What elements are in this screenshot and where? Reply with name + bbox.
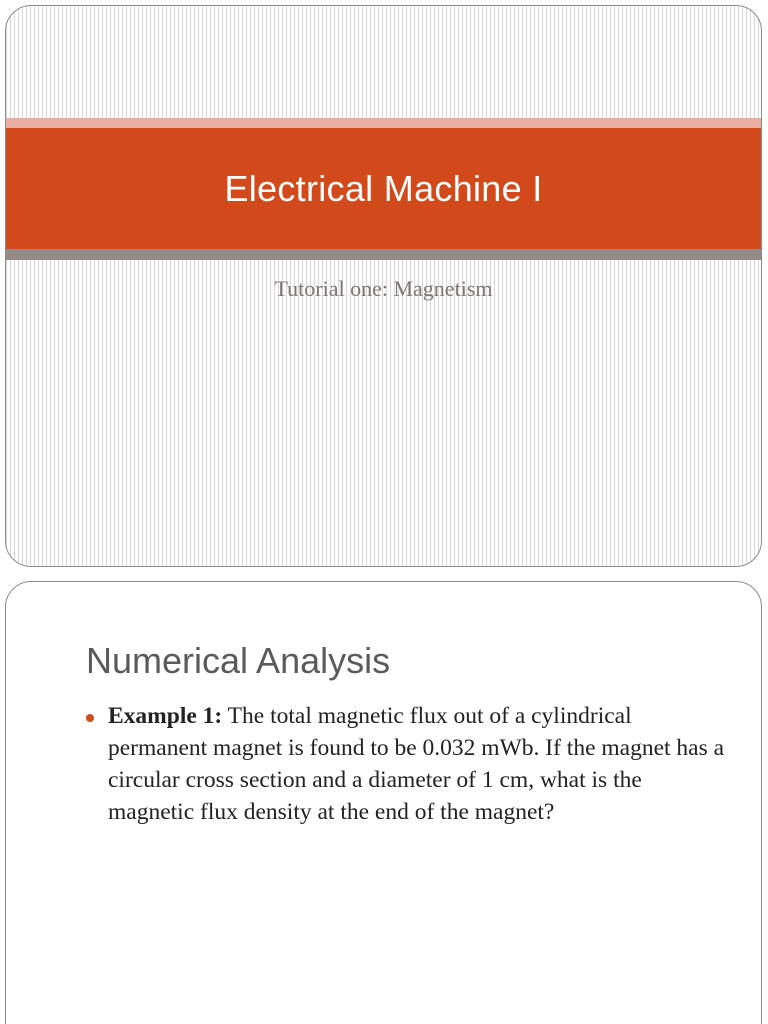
slide-heading: Numerical Analysis <box>86 640 391 681</box>
slide-title: Electrical Machine I <box>224 167 543 209</box>
bullet-text <box>108 700 726 828</box>
bullet-body: The total magnetic flux out of a cylindrical permanent magnet is found to be 0.032 mWb. If the magnet has a circular cross section and a diameter of 1 cm, what is the magnetic flux density at the end of the magnet? <box>108 703 725 825</box>
accent-band-bottom <box>6 249 761 260</box>
bullet-label: Example 1: <box>108 703 223 729</box>
bullet-dot-icon <box>86 714 94 722</box>
slide-subtitle: Tutorial one: Magnetism <box>274 276 493 301</box>
content-slide <box>5 581 762 1024</box>
bullet-item <box>86 700 726 828</box>
accent-band-top <box>6 118 761 128</box>
title-band <box>6 128 761 249</box>
title-slide <box>5 5 762 567</box>
